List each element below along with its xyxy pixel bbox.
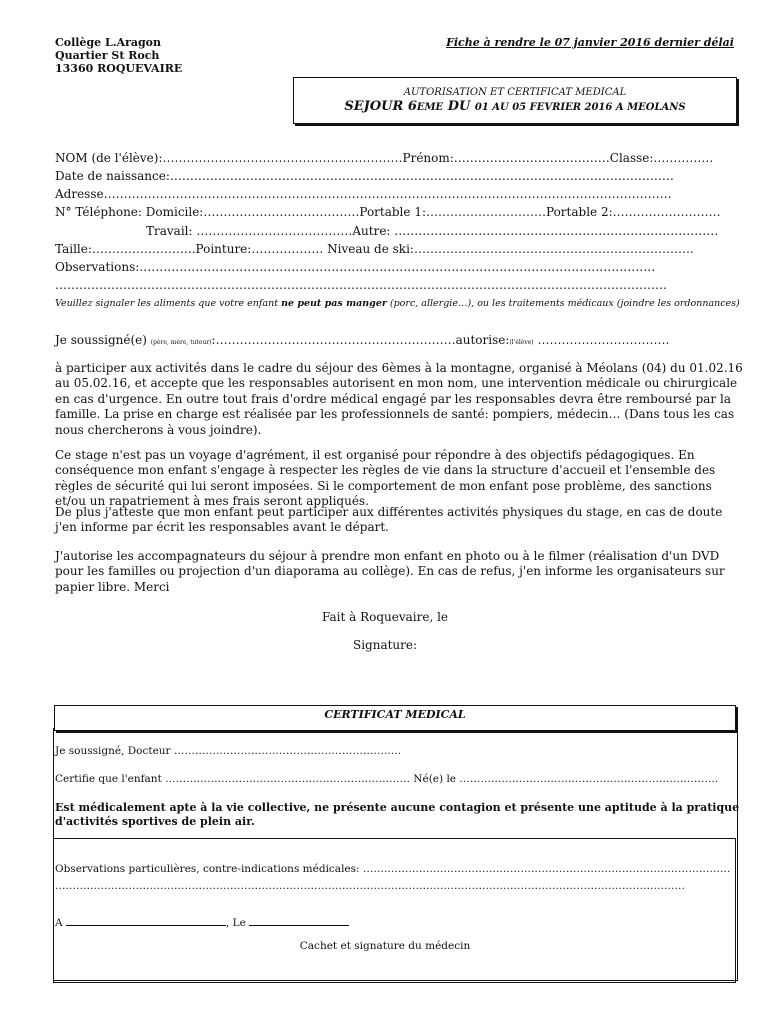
- school-city: 13360 ROQUEVAIRE: [55, 62, 183, 75]
- deadline-notice: Fiche à rendre le 07 janvier 2016 dernier délai: [446, 36, 734, 49]
- fitness-statement: Est médicalement apte à la vie collective, ne présente aucune contagion et présente une aptitude à la pratique d'activités sportives de plein air.: [55, 801, 740, 828]
- signature-label: Signature:: [352, 638, 418, 652]
- form-title-box: [293, 77, 737, 124]
- school-street: Quartier St Roch: [55, 49, 160, 62]
- observations-box: [53, 838, 736, 983]
- phone-field[interactable]: N° Téléphone: Domicile:…………………………………Portable 1:…………………………Portable 2:………………………: [55, 205, 721, 219]
- doctor-name-field[interactable]: Je soussigné, Docteur ………………………………………………………..: [55, 745, 402, 757]
- size-field[interactable]: Taille:……………………..Pointure:……………… Niveau de ski:…………………………………………………………….: [55, 242, 694, 256]
- student-name-field[interactable]: NOM (de l'élève):……………………………………………………Prénom:…………………………………Classe:……………: [55, 151, 714, 165]
- dietary-note: Veuillez signaler les aliments que votre enfant ne peut pas manger (porc, allergie…), ou les traitements médicaux (joindre les ordonnances): [55, 298, 740, 309]
- place-blank[interactable]: [66, 925, 226, 926]
- place-date-line: Fait à Roquevaire, le: [321, 610, 449, 624]
- observations-field-line2[interactable]: ………………………………………………………………………………………………………………………………………: [55, 278, 667, 292]
- stamp-label: Cachet et signature du médecin: [299, 940, 471, 952]
- trip-title: SEJOUR 6EME DU 01 AU 05 FEVRIER 2016 A MEOLANS: [344, 99, 686, 114]
- guardian-signature-line[interactable]: Je soussigné(e) (père, mère, tuteur):……………………………………………………autorise:(l'élève) ……………………………: [55, 333, 670, 347]
- address-field[interactable]: Adresse…………………………………………………………………………………………………………………………….: [55, 187, 672, 201]
- medical-observations-field-line2[interactable]: ………………………………………………………………………………………………………………………………………………………………: [55, 880, 685, 892]
- fitness-paragraph: De plus j'atteste que mon enfant peut participer aux différentes activités physiques du stage, en cas de doute j'en informe par écrit les responsables avant le départ.: [55, 505, 723, 535]
- school-name: Collège L.Aragon: [55, 36, 162, 49]
- conduct-paragraph: Ce stage n'est pas un voyage d'agrément, il est organisé pour répondre à des objectifs pédagogiques. En conséquence mon enfant s'engage à respecter les règles de vie dans la structure d'accueil et l'ensemble des règles de sécurité qui lui seront imposées. Si le comportement de mon enfant pose problème, des sanctions et/ou un rapatriement à mes frais seront appliqués.: [55, 448, 716, 509]
- medical-observations-field[interactable]: Observations particulières, contre-indications médicales: ……………………………………………………………………………………………: [55, 863, 731, 875]
- certificate-title: CERTIFICAT MEDICAL: [54, 705, 736, 731]
- birthdate-field[interactable]: Date de naissance:………………………………………………………………………………………………………………: [55, 169, 674, 183]
- place-date-field[interactable]: A , Le: [55, 917, 349, 929]
- date-blank[interactable]: [249, 925, 349, 926]
- observations-field[interactable]: Observations:…………………………………………………………………………………………………………………: [55, 260, 656, 274]
- form-title: AUTORISATION ET CERTIFICAT MEDICAL: [403, 87, 627, 98]
- authorization-paragraph: à participer aux activités dans le cadre du séjour des 6èmes à la montagne, organisé à Méolans (04) du 01.02.16 au 05.02.16, et accepte que les responsables autorisent en mon nom, une intervention médicale ou chirurgicale en cas d'urgence. En outre tout frais d'ordre médical engagé par les responsables devra être remboursé par la famille. La prise en charge est réalisée par les professionnels de santé: pompiers, médecin… (Dans tous les cas nous chercherons à vous joindre).: [55, 361, 743, 437]
- photo-consent-paragraph: J'autorise les accompagnateurs du séjour à prendre mon enfant en photo ou à le filmer (réalisation d'un DVD pour les familles ou projection d'un diaporama au collège). En cas de refus, j'en informe les organisateurs sur papier libre. Merci: [55, 549, 725, 594]
- child-name-field[interactable]: Certifie que l'enfant ……………………………………………………………. Né(e) le ………………………………………………………………..: [55, 773, 719, 785]
- work-phone-field[interactable]: Travail: …………………………………Autre: ………………………………………………………………………: [146, 224, 719, 238]
- school-address: [55, 36, 182, 75]
